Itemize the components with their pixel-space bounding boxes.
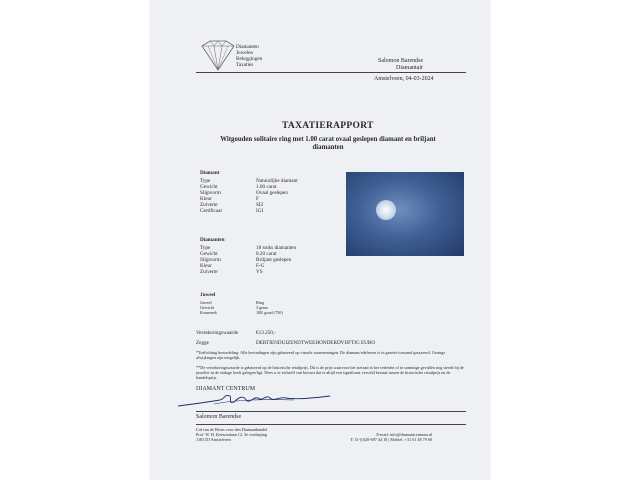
row-value: 3 gram	[256, 305, 268, 310]
row-label: Juweel	[200, 300, 212, 305]
row-label: Kleur	[200, 263, 212, 269]
row-value: VS	[256, 269, 263, 275]
row-label: Kleur	[200, 196, 212, 202]
row-label: Keurmerk	[200, 310, 217, 315]
footer-line: 1183 DJ Amstelveen	[196, 437, 231, 442]
row-value: 1.00 carat	[256, 184, 277, 190]
footer-phone: T: 31-(0)20-697 44 18 | Mobiel: +31 61 48 79 00	[350, 437, 433, 442]
row-value: Ring	[256, 300, 265, 305]
note-insurance: **De verzekeringswaarde is gebaseerd op de historische retailprijs. Dit is de prijs waarvoor het sieraad in het verleden of in sommige gevallen nog steeds bij de juwelier in de etalage heeft gelegen/ligt. Wees u er zichzelf van bewust dat er altijd een significant verschil bestaat tussen de historische retailprijs en de handelsprijs.	[196, 365, 464, 380]
diamanten-labels	[200, 245, 221, 275]
footer-email: E-mail: info@diamantcentrum.nl	[376, 432, 433, 437]
value-words-label: Zegge	[196, 340, 209, 346]
signature-line	[196, 411, 466, 412]
row-value: Natuurlijke diamant	[256, 178, 298, 184]
row-value: Ovaal geslepen	[256, 190, 288, 196]
row-value: SI2	[256, 202, 264, 208]
row-label: Gewicht	[200, 251, 218, 257]
section-heading-juweel: Juweel	[200, 292, 216, 298]
note-assessment: *Toelichting beoordeling: Alle bevindingen zijn gebaseerd op visuele waarnemingen. De diamant/edelsteen is in gezette toestand getaxeerd. Geringe afwijkingen zijn mogelijk.	[196, 350, 446, 360]
logo-line: Juwelen	[236, 50, 253, 56]
section-heading-diamanten: Diamanten	[200, 237, 225, 243]
row-value: 18K goud (750)	[256, 310, 283, 315]
footer-divider	[196, 424, 466, 425]
juweel-values	[256, 300, 283, 315]
report-title: TAXATIERAPPORT	[282, 121, 374, 131]
row-label: Certificaat	[200, 208, 222, 214]
owner-title: Diamantair	[396, 65, 423, 71]
row-value: F	[256, 196, 259, 202]
ring-diamond-image	[376, 200, 396, 220]
row-value: 18 stuks diamanten	[256, 245, 297, 251]
value-label: Verzekeringswaarde	[196, 330, 239, 336]
row-label: Slijpvorm	[200, 257, 221, 263]
section-heading-diamant: Diamant	[200, 170, 220, 176]
row-value: IGI	[256, 208, 264, 214]
row-label: Type	[200, 245, 211, 251]
diamond-logo-icon	[196, 40, 240, 72]
signer-name: Salomon Barendse	[196, 414, 242, 420]
footer-left	[196, 427, 267, 442]
footer-right	[350, 432, 432, 442]
row-label: Zuiverte	[200, 202, 218, 208]
place-date: Amstelveen, 04-03-2024	[374, 76, 434, 82]
row-label: Gewicht	[200, 305, 215, 310]
row-value: F-G	[256, 263, 265, 269]
logo-line: Beleggingen	[236, 56, 263, 62]
header-divider	[196, 72, 466, 73]
diamant-labels	[200, 178, 222, 214]
appraisal-document	[150, 0, 490, 480]
diamanten-values	[256, 245, 296, 275]
row-label: Slijpvorm	[200, 190, 221, 196]
row-label: Type	[200, 178, 211, 184]
handwritten-signature	[174, 390, 334, 412]
value-amount: €13.250,-	[256, 330, 276, 336]
diamant-values	[256, 178, 298, 214]
juweel-labels	[200, 300, 217, 315]
logo-line: Diamanten	[236, 44, 259, 50]
logo-text	[236, 44, 262, 68]
row-value: 0.20 carat	[256, 251, 277, 257]
logo-line: Taxaties	[236, 62, 254, 68]
footer-line: Prof. W. H. Keesomlaan 12, 3e verdieping	[196, 432, 267, 437]
row-value: Briljant geslepen	[256, 257, 292, 263]
ring-photo	[346, 172, 464, 256]
row-label: Zuiverte	[200, 269, 218, 275]
owner-name: Salomon Barendse	[378, 58, 424, 64]
value-words: DERTIENDUIZENDTWEEHONDERDVIJFTIG EURO	[256, 340, 376, 346]
report-subtitle: Witgouden solitaire ring met 1.00 carat ovaal geslepen diamant en briljant diamanten	[220, 136, 436, 151]
footer-line: Lid van de Beurs voor den Diamanthandel	[196, 427, 268, 432]
row-label: Gewicht	[200, 184, 218, 190]
company-name: DIAMANT CENTRUM	[196, 386, 256, 392]
